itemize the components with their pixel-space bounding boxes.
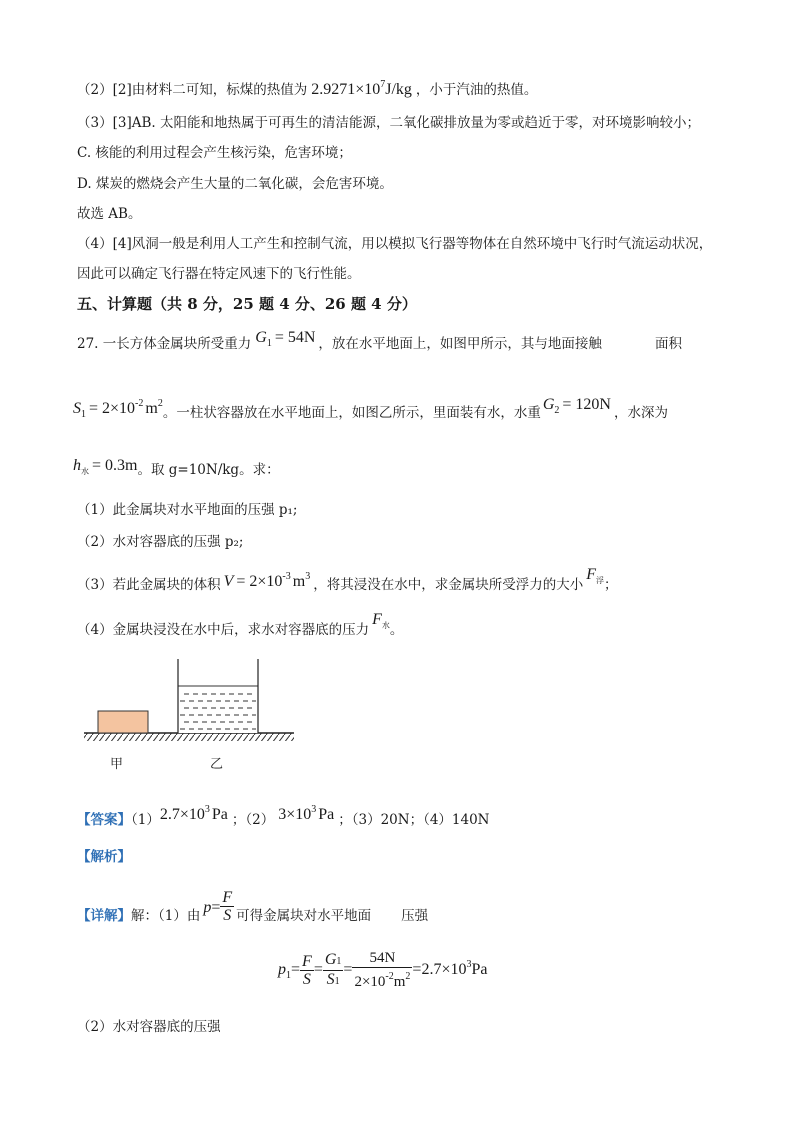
answer-line-2 <box>77 75 537 100</box>
exponent: 2 <box>157 398 163 409</box>
question-27-line1 <box>77 329 602 360</box>
unit: m <box>292 573 306 590</box>
symbol-G1: G <box>255 329 267 346</box>
ground-hatch <box>84 733 294 741</box>
figure-block-and-container <box>80 655 300 780</box>
detail-line-2: （2）水对容器底的压强 <box>77 1019 221 1035</box>
subscript: 浮 <box>596 576 604 585</box>
text: 解：（1）由 <box>131 908 201 924</box>
question-27-line3 <box>73 457 280 486</box>
detail-tag: 【详解】 <box>77 908 131 924</box>
text: ； <box>604 577 618 593</box>
symbol-S1: S <box>73 400 81 417</box>
sub-question-1: （1）此金属块对水平地面的压强 p₁; <box>77 502 298 518</box>
subscript: 水 <box>81 467 89 476</box>
result: $=2.7\times 10^3Pa$ <box>412 959 488 978</box>
symbol-h: h <box>73 457 81 474</box>
fraction-values: $\frac{54N}{2\times 10^{-2}m^2}$ <box>354 950 411 990</box>
symbol-V: V <box>223 573 234 590</box>
unit: Pa <box>211 806 228 823</box>
answer-line <box>77 805 490 830</box>
answer-1: 2.7×10 <box>159 806 205 823</box>
exponent: 3 <box>311 804 317 815</box>
symbol-F-water: F <box>372 611 382 628</box>
answer-line-4a: （4）[4]风洞一般是利用人工产生和控制气流，用以模拟飞行器等物体在自然环境中飞行时气流运动状况， <box>77 236 713 252</box>
exponent: 7 <box>380 79 386 90</box>
answer-rest: ；（3）20N；（4）140N <box>338 812 490 828</box>
fraction-G1-S1: $\frac{G1}{S1}$ <box>324 951 342 988</box>
fraction-F-S: $\frac{F}{S}$ <box>302 953 312 988</box>
text: （3）若此金属块的体积 <box>77 577 221 593</box>
water <box>178 686 258 733</box>
text: ，将其浸没在水中，求金属块所受浮力的大小 <box>313 577 584 593</box>
answer-line-3a: （3）[3]AB. 太阳能和地热属于可再生的清洁能源，二氧化碳排放量为零或趋近于零，对环境影响较小； <box>77 115 700 131</box>
text: 。 <box>389 622 404 638</box>
exponent: 3 <box>204 804 210 815</box>
symbol-F-float: F <box>586 566 596 583</box>
answer-tag: 【答案】 <box>77 812 131 828</box>
value: = 2×10 <box>89 400 136 417</box>
symbol-G2: G <box>542 396 555 413</box>
sub-question-4 <box>77 611 404 646</box>
section-heading: 五、计算题（共 8 分，25 题 4 分、26 题 4 分） <box>77 295 417 313</box>
text: ；（2） <box>231 812 275 828</box>
answer-2: 3×10 <box>278 806 312 823</box>
question-27-line2 <box>73 398 668 429</box>
subscript: 1 <box>266 338 272 349</box>
value: = 120N <box>562 396 611 413</box>
text: 。取 g=10N/kg。求： <box>137 462 280 478</box>
answer-line-3d: 故选 AB。 <box>77 206 142 222</box>
answer-line-4b: 因此可以确定飞行器在特定风速下的飞行性能。 <box>77 266 361 282</box>
question-27-line1-end: 面积 <box>655 336 682 352</box>
fraction-F-S: $\frac{F}{S}$ <box>222 889 233 924</box>
unit: m <box>145 400 158 417</box>
text: 。一柱状容器放在水平地面上，如图乙所示，里面装有水，水重 <box>162 405 541 421</box>
detail-line <box>77 888 428 936</box>
label-jia: 甲 <box>110 757 124 772</box>
equation-p1: $p_1=$ $\frac{F}{S}$ = $\frac{G1}{S1}$ = $\frac{54N}{2\times 10^{-2}m^2}$ $=2.7\times 10^3Pa$ <box>278 950 488 990</box>
value: = 0.3m <box>92 457 138 474</box>
subscript: 2 <box>554 405 560 416</box>
unit: J/kg <box>385 81 412 98</box>
answer-line-3b: C. 核能的利用过程会产生核污染，危害环境； <box>77 145 352 161</box>
subscript: 水 <box>381 621 390 630</box>
equals: = <box>211 899 221 916</box>
sub-question-3 <box>77 566 618 601</box>
heat-value: 2.9271×10 <box>311 81 381 98</box>
text: ，水深为 <box>613 405 668 421</box>
text: （4）金属块浸没在水中后，求水对容器底的压力 <box>77 622 370 638</box>
text: （2）[2]由材料二可知，标煤的热值为 <box>77 82 308 98</box>
text: ，放在水平地面上，如图甲所示，其与地面接触 <box>318 336 602 352</box>
metal-block <box>98 711 148 733</box>
analysis-tag: 【解析】 <box>77 849 131 865</box>
text: 27. 一长方体金属块所受重力 <box>77 336 252 352</box>
label-yi: 乙 <box>210 757 224 772</box>
exponent: -3 <box>282 571 291 582</box>
sub-question-2: （2）水对容器底的压强 p₂; <box>77 534 244 550</box>
subscript: 1 <box>81 409 86 420</box>
symbol-p: p <box>203 899 212 916</box>
text: （1） <box>131 812 160 828</box>
exponent: 3 <box>305 571 311 582</box>
text: 可得金属块对水平地面 <box>236 908 372 924</box>
value: = 2×10 <box>236 573 283 590</box>
answer-line-3c: D. 煤炭的燃烧会产生大量的二氧化碳，会危害环境。 <box>77 176 393 192</box>
text: 压强 <box>401 908 429 924</box>
exponent: -2 <box>135 398 144 409</box>
text: ，小于汽油的热值。 <box>415 82 538 98</box>
unit: Pa <box>318 806 335 823</box>
symbol-p1: p <box>278 961 286 978</box>
value: = 54N <box>274 329 316 346</box>
